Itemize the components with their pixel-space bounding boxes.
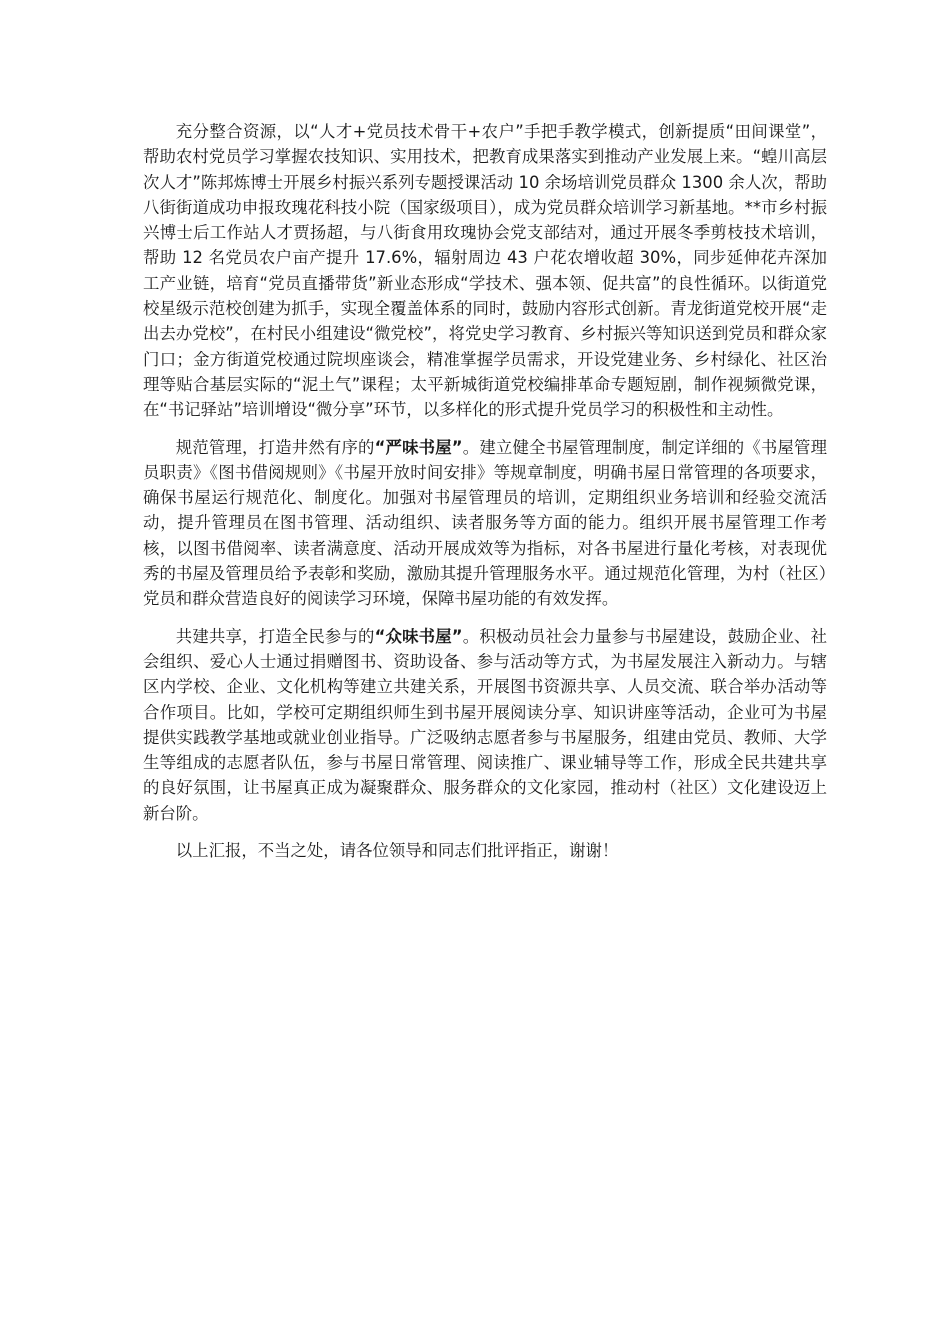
paragraph-text: 。建立健全书屋管理制度，制定详细的《书屋管理员职责》《图书借阅规则》《书屋开放时间安排》等规章制度，明确书屋日常管理的各项要求，确保书屋运行规范化、制度化。加强对书屋管理员的培训，定期组织业务培训和经验交流活动，提升管理员在图书管理、活动组织、读者服务等方面的能力。组织开展书屋管理工作考核，以图书借阅率、读者满意度、活动开展成效等为指标，对各书屋进行量化考核，对表现优秀的书屋及管理员给予表彰和奖励，激励其提升管理服务水平。通过规范化管理，为村（社区）党员和群众营造良好的阅读学习环境，保障书屋功能的有效发挥。 (143, 437, 828, 609)
paragraph-text: 充分整合资源，以“人才+党员技术骨干+农户”手把手教学模式，创新提质“田间课堂”，帮助农村党员学习掌握农技知识、实用技术，把教育成果落实到推动产业发展上来。“蝗川高层次人才”陈邦炼博士开展乡村振兴系列专题授课活动 10 余场培训党员群众 1300 余人次，帮助八街街道成功申报玫瑰花科技小院（国家级项目），成为党员群众培训学习新基地。**市乡村振兴博士后工作站人才贾扬超，与八街食用玫瑰协会党支部结对，通过开展冬季剪枝技术培训，帮助 12 名党员农户亩产提升 17.6%，辐射周边 43 户花农增收超 30%，同步延伸花卉深加工产业链，培育“党员直播带货”新业态形成“学技术、强本领、促共富”的良性循环。以街道党校星级示范校创建为抓手，实现全覆盖体系的同时，鼓励内容形式创新。青龙街道党校开展“走出去办党校”，在村民小组建设“微党校”，将党史学习教育、乡村振兴等知识送到党员和群众家门口；金方街道党校通过院坝座谈会，精准掌握学员需求，开设党建业务、乡村绿化、社区治理等贴合基层实际的“泥土气”课程；太平新城街道党校编排革命专题短剧，制作视频微党课，在“书记驿站”培训增设“微分享”环节，以多样化的形式提升党员学习的积极性和主动性。 (143, 122, 827, 420)
paragraph-text: 。积极动员社会力量参与书屋建设，鼓励企业、社会组织、爱心人士通过捐赠图书、资助设备、参与活动等方式，为书屋发展注入新动力。与辖区内学校、企业、文化机构等建立共建关系，开展图书资源共享、人员交流、联合举办活动等合作项目。比如，学校可定期组织师生到书屋开展阅读分享、知识讲座等活动，企业可为书屋提供实践教学基地或就业创业指导。广泛吸纳志愿者参与书屋服务，组建由党员、教师、大学生等组成的志愿者队伍，参与书屋日常管理、阅读推广、课业辅导等工作，形成全民共建共享的良好氛围，让书屋真正成为凝聚群众、服务群众的文化家园，推动村（社区）文化建设迈上新台阶。 (143, 626, 828, 823)
paragraph-bold-title: “众味书屋” (374, 626, 463, 646)
paragraph-co-construction (143, 624, 827, 826)
paragraph-standard-management (143, 435, 827, 612)
document-body (143, 119, 827, 875)
paragraph-bold-title: “严味书屋” (374, 437, 463, 457)
paragraph-talent-training (143, 119, 827, 423)
paragraph-lead: 规范管理，打造井然有序的 (175, 437, 375, 457)
paragraph-text: 以上汇报，不当之处，请各位领导和同志们批评指正，谢谢！ (175, 841, 619, 861)
paragraph-lead: 共建共享，打造全民参与的 (175, 626, 375, 646)
paragraph-closing (143, 838, 827, 863)
